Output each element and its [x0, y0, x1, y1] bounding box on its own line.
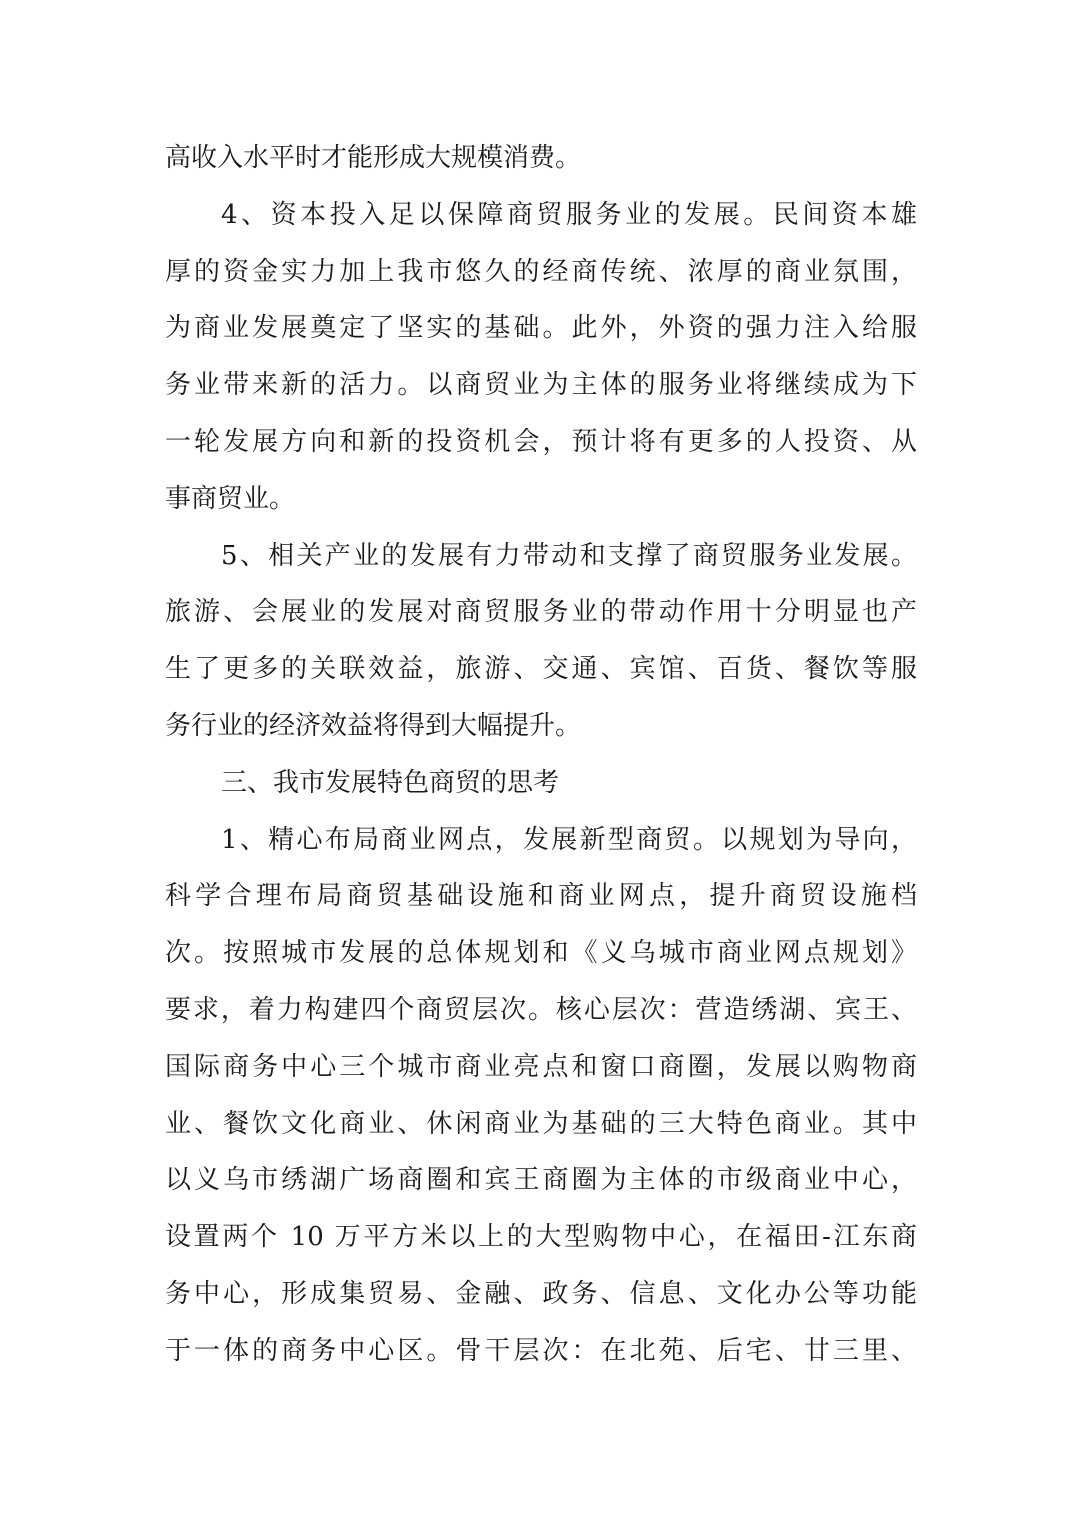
text-line: 国际商务中心三个城市商业亮点和窗口商圈，发展以购物商 — [165, 1051, 917, 1082]
text-line: 一轮发展方向和新的投资机会，预计将有更多的人投资、从 — [165, 426, 917, 457]
section-heading: 三、我市发展特色商贸的思考 — [221, 767, 560, 798]
text-line: 5、相关产业的发展有力带动和支撑了商贸服务业发展。 — [221, 540, 917, 571]
text-line: 科学合理布局商贸基础设施和商业网点，提升商贸设施档 — [165, 881, 917, 912]
text-line: 于一体的商务中心区。骨干层次：在北苑、后宅、廿三里、 — [165, 1335, 917, 1366]
text-line: 次。按照城市发展的总体规划和《义乌城市商业网点规划》 — [165, 938, 917, 969]
text-line: 务中心，形成集贸易、金融、政务、信息、文化办公等功能 — [165, 1278, 917, 1309]
text-line: 为商业发展奠定了坚实的基础。此外，外资的强力注入给服 — [165, 313, 917, 344]
text-line: 务行业的经济效益将得到大幅提升。 — [165, 710, 582, 741]
text-line: 务业带来新的活力。以商贸业为主体的服务业将继续成为下 — [165, 370, 917, 401]
text-line: 要求，着力构建四个商贸层次。核心层次：营造绣湖、宾王、 — [165, 994, 917, 1025]
text-line: 以义乌市绣湖广场商圈和宾王商圈为主体的市级商业中心， — [165, 1165, 917, 1196]
text-line: 高收入水平时才能形成大规模消费。 — [165, 143, 582, 173]
text-line: 4、资本投入足以保障商贸服务业的发展。民间资本雄 — [221, 199, 917, 230]
text-line: 生了更多的关联效益，旅游、交通、宾馆、百货、餐饮等服 — [165, 654, 917, 685]
text-line: 旅游、会展业的发展对商贸服务业的带动作用十分明显也产 — [165, 597, 917, 628]
body-text — [165, 130, 917, 1380]
text-line: 1、精心布局商业网点，发展新型商贸。以规划为导向， — [221, 824, 917, 855]
text-line: 事商贸业。 — [165, 483, 296, 514]
text-line: 厚的资金实力加上我市悠久的经商传统、浓厚的商业氛围， — [165, 256, 917, 287]
text-line: 业、餐饮文化商业、休闲商业为基础的三大特色商业。其中 — [165, 1108, 917, 1139]
text-line: 设置两个 10 万平方米以上的大型购物中心，在福田-江东商 — [165, 1222, 917, 1253]
